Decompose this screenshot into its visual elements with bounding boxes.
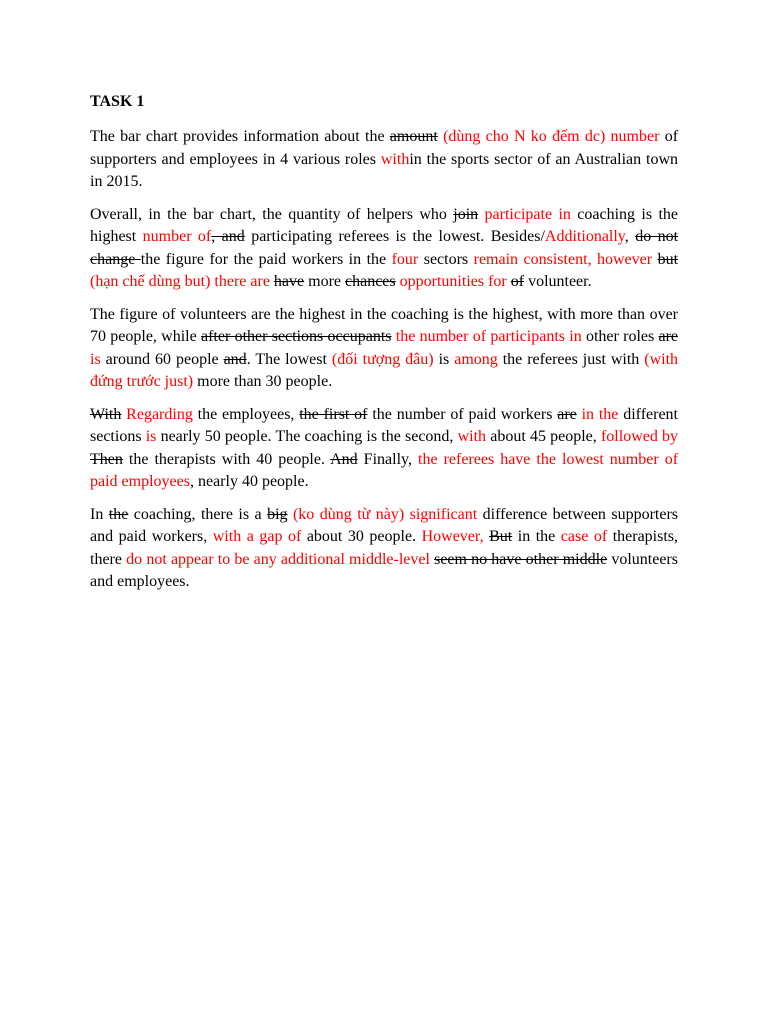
deleted-text: seem no have other middle [434,550,608,568]
body-text: in the sports sector of an Australian town in 2015. [90,150,678,190]
body-text: volunteers and employees. [90,550,678,590]
deleted-text: are [658,328,679,345]
deleted-text: the [108,505,129,523]
deleted-text: of [510,273,525,290]
correction-text: case of [560,528,608,545]
task-title: TASK 1 [90,93,145,110]
paragraph-3 [90,304,678,394]
body-text: around 60 people [100,350,224,368]
deleted-text: And [330,450,358,468]
body-text: about 30 people. [301,528,422,545]
body-text: the referees just with [497,350,645,368]
correction-text: (hạn chế dùng but) there are [90,273,270,290]
correction-text: (dùng cho N ko đếm dc) number [443,128,660,145]
paragraph-4 [90,404,678,494]
body-text: The figure of volunteers are the highest in the coaching is the highest, with more than over 70 people, while [90,305,678,345]
body-text: the number of paid workers [367,405,558,423]
deleted-text: do not change [90,228,679,268]
body-text: of supporters and employees in 4 various roles [90,128,679,168]
body-text: volunteer. [524,273,592,290]
body-text: sectors [418,250,474,268]
body-text: nearly 50 people. The coaching is the second, [156,428,458,445]
deleted-text: Then [90,450,123,468]
correction-text: with a gap of [212,528,302,545]
correction-text: Additionally [544,228,625,245]
body-text: , nearly 40 people. [189,473,309,490]
body-text: the figure for the paid workers in the [140,250,392,268]
deleted-text: have [273,273,305,290]
correction-text: with [457,428,487,445]
correction-text: do not appear to be any additional middle-level [126,550,430,568]
deleted-text: amount [389,128,438,145]
correction-text: with [380,150,410,168]
deleted-text: chances [345,273,396,290]
deleted-text: and [223,350,247,368]
body-text: more than 30 people. [193,373,333,390]
correction-text: (with đứng trước just) [90,350,679,390]
body-text: the therapists with 40 people. [122,450,331,468]
correction-text: the number of participants in [395,328,582,345]
body-text: Finally, [357,450,418,468]
body-text: therapists, there [90,528,679,568]
deleted-text: the first of [299,405,368,423]
correction-text: (đối tượng đâu) [331,350,434,368]
body-text: coaching is the highest [90,205,679,245]
correction-text: in the [581,405,619,423]
body-text: The bar chart provides information about the [90,128,390,145]
correction-text: the referees have the lowest number of paid employees [90,450,679,490]
body-text: the employees, [192,405,300,423]
correction-text: is [145,428,157,445]
body-text: In [90,505,109,523]
deleted-text: but [657,250,679,268]
body-text: about 45 people, [486,428,601,445]
correction-text: opportunities for [399,273,507,290]
body-text: participating referees is the lowest. Besides/ [244,228,545,245]
deleted-text: are [557,405,577,423]
body-text: in the [512,528,561,545]
body-text: other roles [581,328,659,345]
correction-text: four [391,250,419,268]
deleted-text: join [453,205,479,223]
correction-text: participate in [484,205,571,223]
deleted-text: With [90,405,122,423]
document-body [90,91,678,604]
body-text: . The lowest [246,350,332,368]
correction-text: among [454,350,498,368]
body-text: different sections [90,405,678,445]
body-text: , [624,228,636,245]
paragraph-2 [90,204,678,294]
correction-text: is [90,350,101,368]
paragraph-1 [90,126,678,194]
paragraphs [90,126,678,594]
body-text: is [433,350,455,368]
paragraph-5 [90,504,678,594]
body-text: Overall, in the bar chart, the quantity of helpers who [90,205,454,223]
correction-text: number of [142,228,212,245]
body-text: more [304,273,345,290]
correction-text: followed by [600,428,679,445]
correction-text: However, [421,528,484,545]
deleted-text: big [267,505,288,523]
deleted-text: But [489,528,513,545]
body-text: difference between supporters and paid workers, [90,505,679,545]
correction-text: Regarding [126,405,193,423]
correction-text: (ko dùng từ này) significant [292,505,478,523]
correction-text: remain consistent, however [473,250,653,268]
deleted-text: , and [211,228,245,245]
deleted-text: after other sections occupants [201,328,392,345]
body-text: coaching, there is a [128,505,268,523]
